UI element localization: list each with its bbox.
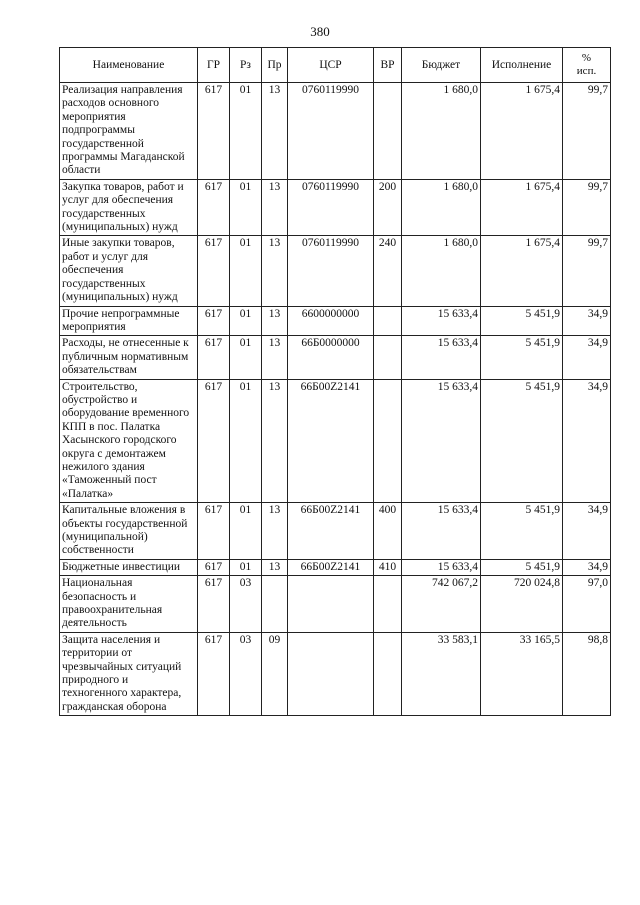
row-budget: 1 680,0 [402, 236, 481, 306]
row-budget: 15 633,4 [402, 379, 481, 503]
page-number: 380 [310, 24, 330, 39]
row-rz: 03 [230, 576, 262, 633]
row-vr: 240 [374, 236, 402, 306]
row-budget: 15 633,4 [402, 306, 481, 336]
row-pr: 13 [262, 83, 288, 180]
header-vr: ВР [374, 48, 402, 83]
row-pr [262, 576, 288, 633]
row-vr [374, 632, 402, 715]
row-rz: 01 [230, 306, 262, 336]
row-budget: 15 633,4 [402, 559, 481, 575]
row-gr: 617 [198, 336, 230, 379]
table-row [60, 632, 611, 715]
row-rz: 01 [230, 83, 262, 180]
row-pr: 13 [262, 236, 288, 306]
row-rz: 01 [230, 236, 262, 306]
row-name: Строительство, обустройство и оборудование временного КПП в пос. Палатка Хасынского городского округа с демонтажем нежилого здания «Таможенный пост «Палатка» [60, 379, 198, 503]
header-pct-symbol: % [581, 52, 592, 64]
row-csr: 66Б00Z2141 [288, 379, 374, 503]
row-rz: 01 [230, 336, 262, 379]
row-csr [288, 576, 374, 633]
row-name: Капитальные вложения в объекты государственной (муниципальной) собственности [60, 503, 198, 560]
row-pct: 34,9 [563, 559, 611, 575]
table-header-row [60, 48, 611, 83]
row-budget: 1 680,0 [402, 179, 481, 236]
table-row [60, 179, 611, 236]
row-name: Расходы, не отнесенные к публичным нормативным обязательствам [60, 336, 198, 379]
row-vr [374, 379, 402, 503]
row-budget: 1 680,0 [402, 83, 481, 180]
table-row [60, 336, 611, 379]
row-csr: 66Б0000000 [288, 336, 374, 379]
row-csr: 0760119990 [288, 236, 374, 306]
row-execution: 720 024,8 [481, 576, 563, 633]
table-row [60, 576, 611, 633]
table-row [60, 503, 611, 560]
row-budget: 742 067,2 [402, 576, 481, 633]
row-pct: 97,0 [563, 576, 611, 633]
row-vr [374, 576, 402, 633]
row-pr: 13 [262, 503, 288, 560]
row-execution: 5 451,9 [481, 503, 563, 560]
row-pct: 34,9 [563, 336, 611, 379]
header-budget: Бюджет [402, 48, 481, 83]
row-gr: 617 [198, 379, 230, 503]
header-rz: Рз [230, 48, 262, 83]
row-rz: 01 [230, 179, 262, 236]
row-pr: 13 [262, 306, 288, 336]
row-pct: 34,9 [563, 306, 611, 336]
row-gr: 617 [198, 236, 230, 306]
header-execution: Исполнение [481, 48, 563, 83]
table-row [60, 83, 611, 180]
row-gr: 617 [198, 306, 230, 336]
row-pct: 99,7 [563, 179, 611, 236]
row-vr: 410 [374, 559, 402, 575]
row-rz: 01 [230, 559, 262, 575]
row-csr: 6600000000 [288, 306, 374, 336]
row-pct: 34,9 [563, 503, 611, 560]
row-name: Закупка товаров, работ и услуг для обеспечения государственных (муниципальных) нужд [60, 179, 198, 236]
row-gr: 617 [198, 503, 230, 560]
row-name: Реализация направления расходов основного мероприятия подпрограммы государственной программы Магаданской области [60, 83, 198, 180]
row-name: Прочие непрограммные мероприятия [60, 306, 198, 336]
table-row [60, 236, 611, 306]
row-execution: 5 451,9 [481, 336, 563, 379]
row-rz: 01 [230, 503, 262, 560]
row-csr: 0760119990 [288, 83, 374, 180]
table-row [60, 306, 611, 336]
row-pr: 13 [262, 179, 288, 236]
row-pr: 13 [262, 559, 288, 575]
row-execution: 1 675,4 [481, 83, 563, 180]
row-pct: 98,8 [563, 632, 611, 715]
row-gr: 617 [198, 632, 230, 715]
row-name: Бюджетные инвестиции [60, 559, 198, 575]
row-pct: 99,7 [563, 83, 611, 180]
row-rz: 03 [230, 632, 262, 715]
row-budget: 15 633,4 [402, 503, 481, 560]
header-gr: ГР [198, 48, 230, 83]
header-pct-label: исп. [576, 65, 597, 77]
row-execution: 33 165,5 [481, 632, 563, 715]
row-gr: 617 [198, 576, 230, 633]
row-pct: 34,9 [563, 379, 611, 503]
row-gr: 617 [198, 83, 230, 180]
row-rz: 01 [230, 379, 262, 503]
row-csr [288, 632, 374, 715]
row-pct: 99,7 [563, 236, 611, 306]
row-vr [374, 306, 402, 336]
budget-table [59, 47, 611, 716]
row-pr: 09 [262, 632, 288, 715]
row-execution: 5 451,9 [481, 306, 563, 336]
row-pr: 13 [262, 379, 288, 503]
row-csr: 0760119990 [288, 179, 374, 236]
row-budget: 33 583,1 [402, 632, 481, 715]
row-name: Защита населения и территории от чрезвычайных ситуаций природного и техногенного характера, гражданская оборона [60, 632, 198, 715]
row-pr: 13 [262, 336, 288, 379]
row-csr: 66Б00Z2141 [288, 503, 374, 560]
row-vr: 200 [374, 179, 402, 236]
header-pr: Пр [262, 48, 288, 83]
row-gr: 617 [198, 559, 230, 575]
header-name: Наименование [60, 48, 198, 83]
row-execution: 5 451,9 [481, 379, 563, 503]
row-execution: 1 675,4 [481, 179, 563, 236]
row-csr: 66Б00Z2141 [288, 559, 374, 575]
row-execution: 1 675,4 [481, 236, 563, 306]
header-pct [563, 48, 611, 83]
row-gr: 617 [198, 179, 230, 236]
row-vr [374, 83, 402, 180]
row-name: Иные закупки товаров, работ и услуг для обеспечения государственных (муниципальных) нужд [60, 236, 198, 306]
row-budget: 15 633,4 [402, 336, 481, 379]
row-name: Национальная безопасность и правоохранительная деятельность [60, 576, 198, 633]
table-row [60, 559, 611, 575]
row-execution: 5 451,9 [481, 559, 563, 575]
row-vr: 400 [374, 503, 402, 560]
header-csr: ЦСР [288, 48, 374, 83]
table-row [60, 379, 611, 503]
row-vr [374, 336, 402, 379]
